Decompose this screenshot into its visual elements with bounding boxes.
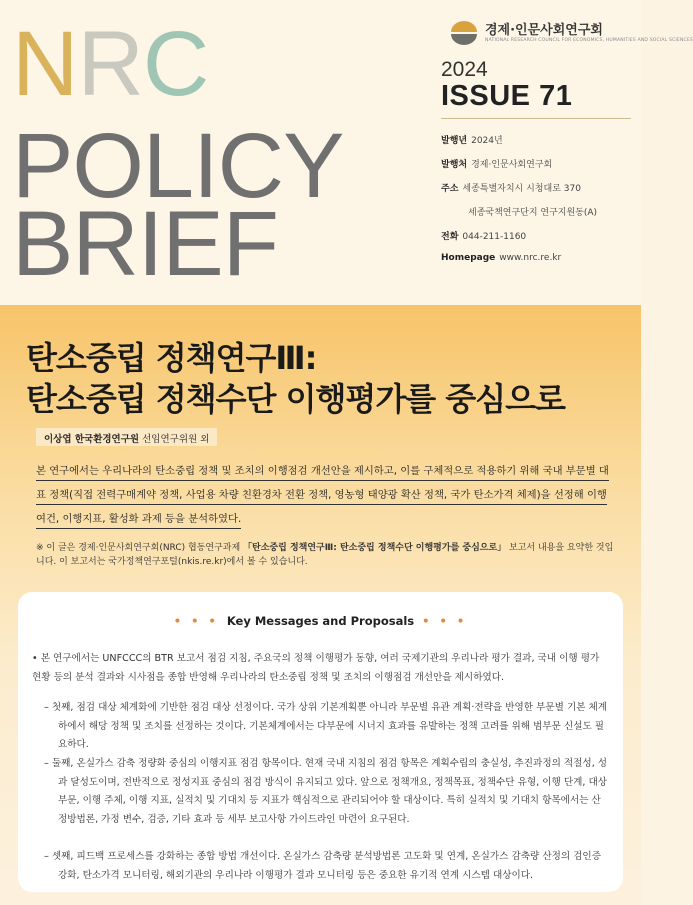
brand-nrc <box>12 13 209 115</box>
brand-letter-c: C <box>142 13 209 115</box>
report-title-line1: 탄소중립 정책연구Ⅲ: <box>26 339 317 377</box>
key-message-main: • 본 연구에서는 UNFCCC의 BTR 보고서 점검 지침, 주요국의 정책 이행평가 동향, 여러 국제기관의 우리나라 평가 결과, 국내 이행 평가 현황 등의 분석 결과와 시사점을 종합 반영해 우리나라의 탄소중립 정책 및 조치의 이행점검 개선안을 제시하였다. <box>32 653 600 683</box>
abstract-text: 본 연구에서는 우리나라의 탄소중립 정책 및 조치의 이행점검 개선안을 제시하고, 이를 구체적으로 적용하기 위해 국내 부문별 대표 정책(직접 전력구매계약 정책, 사업용 차량 친환경차 전환 정책, 영농형 태양광 확산 정책, 국가 탄소가격 체제)을 선정해 이행 여건, 이행지표, 활성화 과제 등을 분석하였다. <box>36 465 609 529</box>
info-key: 발행년 <box>441 136 468 146</box>
author-badge <box>36 428 217 446</box>
heading-dots-left: • • • <box>173 614 219 628</box>
info-key: 전화 <box>441 232 459 242</box>
abstract <box>36 459 611 531</box>
info-value: 세종특별자치시 시청대로 370 <box>462 184 581 194</box>
key-messages-heading <box>18 614 623 628</box>
logo-name: 경제·인문사회연구회 <box>485 23 603 38</box>
info-value: www.nrc.re.kr <box>499 253 562 263</box>
logo-subtitle: NATIONAL RESEARCH COUNCIL FOR ECONOMICS, HUMANITIES AND SOCIAL SCIENCES <box>485 38 693 43</box>
key-message-item: – 둘째, 온실가스 감축 정량화 중심의 이행지표 점검 항목이다. 현재 국내 지침의 점검 항목은 계획수립의 충실성, 추진과정의 적절성, 성과 달성도이며, 전반적으로 정성지표 중심의 점검 방식이 유지되고 있다. 앞으로 정책개요, 정책목표, 정책수단 유형, 이행 단계, 대상 부문, 이행 주체, 이행 지표, 실적치 및 기대치 등 지표가 핵심적으로 관리되어야 할 대상이다. 특히 실적치 및 기대치 항목에서는 산정방법론, 가정 변수, 검증, 기타 효과 등 세부 보고사항 가이드라인 마련이 요구된다. <box>44 758 608 825</box>
info-phone <box>441 229 526 242</box>
info-address-2 <box>464 205 597 218</box>
note-report-title: 「탄소중립 정책연구Ⅲ: 탄소중립 정책수단 이행평가를 중심으로」 <box>243 543 507 553</box>
report-title-line2: 탄소중립 정책수단 이행평가를 중심으로 <box>26 380 565 418</box>
info-value: 2024년 <box>471 136 503 146</box>
key-message-item: – 셋째, 피드백 프로세스를 강화하는 종합 방법 개선이다. 온실가스 감축량 분석방법론 고도화 및 연계, 온실가스 감축량 산정의 검인증 강화, 탄소가격 모니터링, 해외기관의 우리나라 이행평가 결과 모니터링 등은 중요한 유기적 연계 시스템 대상이다. <box>44 851 601 881</box>
brand-letter-n: N <box>12 13 78 115</box>
heading-text: Key Messages and Proposals <box>226 614 415 628</box>
heading-dots-right: • • • <box>422 614 468 628</box>
info-publish-year <box>441 133 503 146</box>
issue-year: 2024 <box>441 58 488 81</box>
info-key: 발행처 <box>441 160 468 170</box>
nrc-logo <box>449 18 693 50</box>
source-note <box>36 541 616 569</box>
nrc-logo-icon <box>449 20 479 46</box>
info-address <box>441 181 581 194</box>
info-value: 경제·인문사회연구회 <box>471 160 553 170</box>
info-value: 044-211-1160 <box>462 232 527 242</box>
key-message-item: – 첫째, 점검 대상 체계화에 기반한 점검 대상 선정이다. 국가 상위 기본계획뿐 아니라 부문별 유관 계획·전략을 반영한 부문별 기본 체계 하에서 해당 정책 및 조치를 선정하는 것이다. 기본체계에서는 다부문에 시너지 효과를 유발하는 정책 고려를 위해 범부문 신설도 필요하다. <box>44 702 608 750</box>
key-messages-box <box>18 592 623 892</box>
info-homepage <box>441 253 561 263</box>
info-value: 세종국책연구단지 연구지원동(A) <box>468 208 598 218</box>
note-prefix: ※ 이 글은 경제·인문사회연구회(NRC) 협동연구과제 <box>36 543 244 553</box>
issue-number: ISSUE 71 <box>441 80 573 112</box>
author-role: 선임연구위원 외 <box>142 434 210 445</box>
brand-policy: POLICY <box>12 115 344 217</box>
brand-letter-r: R <box>77 13 143 115</box>
info-publisher <box>441 157 552 170</box>
info-key: 주소 <box>441 184 459 194</box>
note-suffix: 보고서 내용을 요약한 것입니다. 이 보고서는 국가정책연구포털(nkis.re.kr)에서 볼 수 있습니다. <box>36 543 614 567</box>
divider <box>441 118 631 119</box>
brand-brief: BRIEF <box>12 193 278 295</box>
info-key: Homepage <box>441 253 496 263</box>
author-name: 이상엽 한국환경연구원 <box>44 434 140 445</box>
